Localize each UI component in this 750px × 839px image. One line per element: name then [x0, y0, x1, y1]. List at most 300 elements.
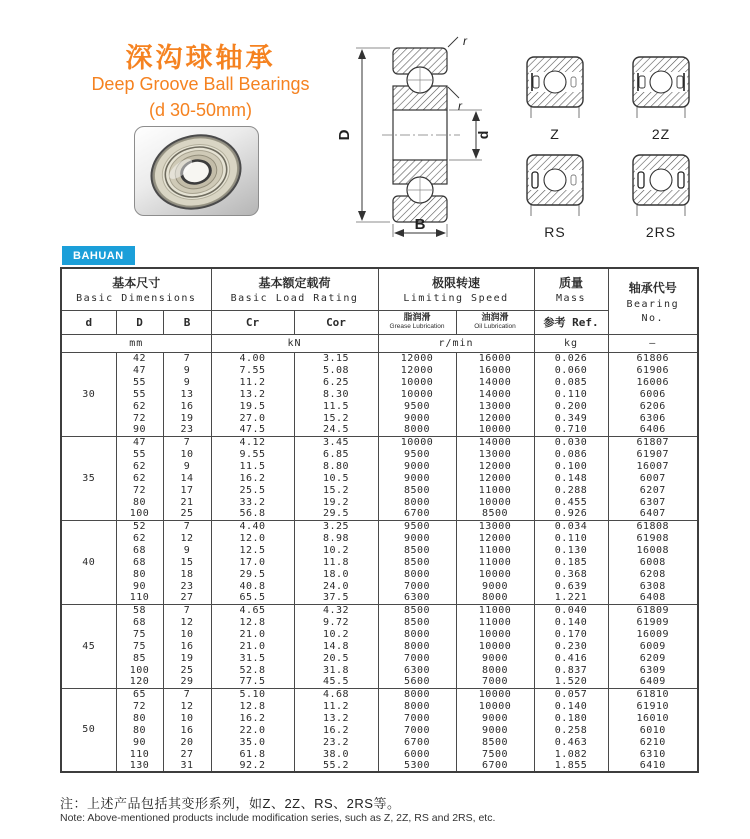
spec-cell: 11.5	[294, 400, 378, 412]
spec-cell: 37.5	[294, 592, 378, 604]
spec-cell: 1.082	[534, 748, 608, 760]
spec-cell: 6210	[608, 736, 698, 748]
spec-cell: 55	[116, 448, 163, 460]
spec-cell: 62	[116, 472, 163, 484]
footnote-en: Note: Above-mentioned products include modification series, such as Z, 2Z, RS and 2RS, etc.	[60, 812, 496, 824]
spec-cell: 4.65	[211, 604, 294, 616]
spec-cell: 10000	[456, 568, 534, 580]
spec-cell: 12.5	[211, 544, 294, 556]
spec-cell: 14000	[456, 388, 534, 400]
spec-cell: 0.086	[534, 448, 608, 460]
spec-cell: 0.110	[534, 532, 608, 544]
spec-cell: 16006	[608, 376, 698, 388]
spec-cell: 16008	[608, 544, 698, 556]
spec-cell: 4.12	[211, 436, 294, 448]
spec-cell: 20.5	[294, 652, 378, 664]
spec-cell: 12.8	[211, 700, 294, 712]
spec-cell: 16.2	[294, 724, 378, 736]
spec-cell: 92.2	[211, 760, 294, 772]
variant-rs-art	[511, 153, 599, 217]
spec-cell: 90	[116, 580, 163, 592]
spec-cell: 20	[163, 736, 211, 748]
spec-cell: 61906	[608, 364, 698, 376]
spec-cell: 10000	[456, 700, 534, 712]
spec-cell: 14000	[456, 436, 534, 448]
spec-cell: 14	[163, 472, 211, 484]
table-row	[61, 556, 698, 568]
spec-cell: 6009	[608, 640, 698, 652]
bearing-group-d30	[61, 352, 698, 436]
spec-cell: 6008	[608, 556, 698, 568]
spec-cell: 9.72	[294, 616, 378, 628]
spec-cell: 55.2	[294, 760, 378, 772]
spec-cell: 61910	[608, 700, 698, 712]
spec-cell: 6406	[608, 424, 698, 436]
spec-cell: 9000	[456, 580, 534, 592]
unit-rmin: r/min	[378, 334, 534, 352]
table-row	[61, 544, 698, 556]
spec-cell: 12	[163, 616, 211, 628]
spec-cell: 110	[116, 748, 163, 760]
spec-cell: 16010	[608, 712, 698, 724]
col-header-cor: Cor	[294, 310, 378, 334]
spec-cell: 16	[163, 640, 211, 652]
table-row	[61, 712, 698, 724]
spec-cell: 16.2	[211, 712, 294, 724]
spec-cell: 6010	[608, 724, 698, 736]
spec-cell: 8000	[378, 640, 456, 652]
unit-kg: kg	[534, 334, 608, 352]
spec-cell: 6306	[608, 412, 698, 424]
spec-cell: 17.0	[211, 556, 294, 568]
bearing-cross-section-figure	[336, 34, 508, 240]
spec-cell: 8000	[456, 592, 534, 604]
spec-cell: 19	[163, 412, 211, 424]
spec-cell: 68	[116, 616, 163, 628]
table-row	[61, 496, 698, 508]
spec-cell: 25.5	[211, 484, 294, 496]
spec-cell: 10	[163, 712, 211, 724]
spec-cell: 27	[163, 592, 211, 604]
unit-mm: mm	[61, 334, 211, 352]
spec-cell: 6206	[608, 400, 698, 412]
spec-cell: 13.2	[211, 388, 294, 400]
spec-cell: 0.140	[534, 616, 608, 628]
spec-cell: 10000	[456, 496, 534, 508]
bearing-photo-art	[135, 127, 258, 215]
table-row	[61, 700, 698, 712]
table-row	[61, 532, 698, 544]
spec-cell: 65	[116, 688, 163, 700]
unit-dash: –	[608, 334, 698, 352]
spec-cell: 0.639	[534, 580, 608, 592]
spec-cell: 12000	[378, 364, 456, 376]
spec-cell: 5.08	[294, 364, 378, 376]
spec-cell: 19	[163, 652, 211, 664]
spec-cell: 6307	[608, 496, 698, 508]
spec-cell: 85	[116, 652, 163, 664]
spec-cell: 15.2	[294, 412, 378, 424]
spec-cell: 27	[163, 748, 211, 760]
group-header-basic-dimensions: 基本尺寸 Basic Dimensions	[61, 268, 211, 310]
table-row	[61, 364, 698, 376]
spec-cell: 52	[116, 520, 163, 532]
spec-cell: 0.140	[534, 700, 608, 712]
spec-cell: 8000	[378, 424, 456, 436]
spec-cell: 10000	[378, 376, 456, 388]
spec-cell: 9500	[378, 400, 456, 412]
spec-cell: 21	[163, 496, 211, 508]
bearing-photo	[134, 126, 259, 216]
variant-2rs-art	[617, 153, 705, 217]
spec-cell: 55	[116, 376, 163, 388]
spec-cell: 0.148	[534, 472, 608, 484]
spec-cell: 47	[116, 436, 163, 448]
table-row	[61, 508, 698, 520]
spec-cell: 17	[163, 484, 211, 496]
dim-label-B: B	[414, 216, 426, 233]
spec-cell: 13000	[456, 448, 534, 460]
unit-kn: kN	[211, 334, 378, 352]
spec-cell: 0.100	[534, 460, 608, 472]
spec-cell: 6209	[608, 652, 698, 664]
spec-cell: 8000	[378, 700, 456, 712]
spec-cell: 23	[163, 580, 211, 592]
spec-cell: 62	[116, 400, 163, 412]
table-row	[61, 688, 698, 700]
spec-cell: 6407	[608, 508, 698, 520]
spec-cell: 61909	[608, 616, 698, 628]
spec-cell: 23.2	[294, 736, 378, 748]
table-row	[61, 472, 698, 484]
spec-cell: 90	[116, 424, 163, 436]
variant-figure-2z	[617, 55, 705, 142]
spec-cell: 8.30	[294, 388, 378, 400]
spec-cell: 35.0	[211, 736, 294, 748]
spec-cell: 0.110	[534, 388, 608, 400]
footnote-cn: 注：上述产品包括其变形系列，如Z、2Z、RS、2RS等。	[60, 796, 401, 811]
spec-cell: 7	[163, 436, 211, 448]
table-row	[61, 352, 698, 364]
spec-cell: 9	[163, 460, 211, 472]
spec-cell: 6300	[378, 664, 456, 676]
spec-cell: 15.2	[294, 484, 378, 496]
spec-cell: 9000	[378, 412, 456, 424]
spec-cell: 0.130	[534, 544, 608, 556]
spec-cell: 10000	[378, 388, 456, 400]
spec-cell: 6.85	[294, 448, 378, 460]
spec-cell: 16.2	[211, 472, 294, 484]
d-value-cell: 50	[61, 688, 116, 772]
spec-cell: 61907	[608, 448, 698, 460]
spec-cell: 8500	[378, 616, 456, 628]
spec-cell: 31	[163, 760, 211, 772]
spec-cell: 6700	[378, 508, 456, 520]
table-row	[61, 652, 698, 664]
spec-cell: 11000	[456, 604, 534, 616]
spec-cell: 24.5	[294, 424, 378, 436]
spec-cell: 6.25	[294, 376, 378, 388]
spec-cell: 10	[163, 628, 211, 640]
spec-cell: 0.230	[534, 640, 608, 652]
spec-cell: 8.80	[294, 460, 378, 472]
table-row	[61, 448, 698, 460]
spec-cell: 13	[163, 388, 211, 400]
table-row	[61, 616, 698, 628]
spec-cell: 0.060	[534, 364, 608, 376]
variant-label-rs: RS	[544, 224, 566, 240]
spec-cell: 65.5	[211, 592, 294, 604]
spec-cell: 9	[163, 364, 211, 376]
spec-cell: 72	[116, 412, 163, 424]
spec-cell: 6309	[608, 664, 698, 676]
table-row	[61, 676, 698, 688]
spec-cell: 4.68	[294, 688, 378, 700]
table-row	[61, 604, 698, 616]
spec-cell: 61809	[608, 604, 698, 616]
col-header-D: D	[116, 310, 163, 334]
spec-cell: 9000	[378, 472, 456, 484]
spec-cell: 10.5	[294, 472, 378, 484]
spec-cell: 75	[116, 628, 163, 640]
spec-cell: 0.030	[534, 436, 608, 448]
spec-cell: 100	[116, 664, 163, 676]
table-row	[61, 640, 698, 652]
spec-cell: 10.2	[294, 628, 378, 640]
spec-cell: 11000	[456, 556, 534, 568]
spec-cell: 9500	[378, 448, 456, 460]
spec-cell: 58	[116, 604, 163, 616]
spec-cell: 42	[116, 352, 163, 364]
spec-cell: 10	[163, 448, 211, 460]
group-header-limiting-speed: 极限转速 Limiting Speed	[378, 268, 534, 310]
spec-cell: 4.00	[211, 352, 294, 364]
spec-cell: 5300	[378, 760, 456, 772]
d-value-cell: 45	[61, 604, 116, 688]
spec-cell: 120	[116, 676, 163, 688]
table-row	[61, 580, 698, 592]
spec-cell: 1.855	[534, 760, 608, 772]
bearing-group-d50	[61, 688, 698, 772]
spec-cell: 72	[116, 700, 163, 712]
spec-cell: 6310	[608, 748, 698, 760]
group-header-basic-load-rating: 基本额定载荷 Basic Load Rating	[211, 268, 378, 310]
col-header-ref: 参考 Ref.	[534, 310, 608, 334]
spec-cell: 14000	[456, 376, 534, 388]
spec-cell: 0.349	[534, 412, 608, 424]
spec-cell: 0.057	[534, 688, 608, 700]
spec-cell: 7000	[378, 712, 456, 724]
spec-cell: 9000	[378, 532, 456, 544]
spec-cell: 9000	[456, 712, 534, 724]
spec-cell: 80	[116, 568, 163, 580]
table-row	[61, 436, 698, 448]
spec-cell: 16007	[608, 460, 698, 472]
spec-cell: 8000	[378, 496, 456, 508]
spec-cell: 110	[116, 592, 163, 604]
variant-label-z: Z	[550, 126, 560, 142]
spec-cell: 7500	[456, 748, 534, 760]
spec-cell: 10000	[456, 424, 534, 436]
spec-cell: 0.463	[534, 736, 608, 748]
spec-cell: 0.085	[534, 376, 608, 388]
spec-cell: 100	[116, 508, 163, 520]
spec-cell: 5.10	[211, 688, 294, 700]
spec-cell: 3.15	[294, 352, 378, 364]
spec-cell: 9000	[378, 460, 456, 472]
spec-cell: 11.8	[294, 556, 378, 568]
spec-cell: 9500	[378, 520, 456, 532]
spec-cell: 3.25	[294, 520, 378, 532]
col-header-B: B	[163, 310, 211, 334]
d-value-cell: 35	[61, 436, 116, 520]
spec-cell: 16009	[608, 628, 698, 640]
spec-cell: 55	[116, 388, 163, 400]
dim-label-D: D	[336, 129, 353, 141]
spec-cell: 24.0	[294, 580, 378, 592]
spec-cell: 11000	[456, 544, 534, 556]
table-row	[61, 484, 698, 496]
spec-cell: 62	[116, 460, 163, 472]
spec-cell: 38.0	[294, 748, 378, 760]
spec-cell: 13.2	[294, 712, 378, 724]
spec-cell: 61806	[608, 352, 698, 364]
spec-cell: 0.026	[534, 352, 608, 364]
d-value-cell: 40	[61, 520, 116, 604]
spec-cell: 12	[163, 700, 211, 712]
spec-cell: 6410	[608, 760, 698, 772]
spec-cell: 8000	[378, 688, 456, 700]
spec-cell: 0.180	[534, 712, 608, 724]
spec-cell: 13000	[456, 400, 534, 412]
spec-cell: 61908	[608, 532, 698, 544]
spec-cell: 23	[163, 424, 211, 436]
spec-cell: 75	[116, 640, 163, 652]
table-row	[61, 424, 698, 436]
spec-cell: 8000	[378, 628, 456, 640]
spec-cell: 9000	[456, 652, 534, 664]
spec-cell: 0.258	[534, 724, 608, 736]
table-row	[61, 628, 698, 640]
brand-tab: BAHUAN	[62, 246, 135, 265]
table-row	[61, 412, 698, 424]
spec-cell: 6000	[378, 748, 456, 760]
spec-cell: 12.0	[211, 532, 294, 544]
spec-cell: 0.455	[534, 496, 608, 508]
spec-cell: 62	[116, 532, 163, 544]
table-row	[61, 592, 698, 604]
spec-cell: 0.034	[534, 520, 608, 532]
bearing-spec-table	[60, 267, 699, 773]
spec-cell: 80	[116, 712, 163, 724]
spec-cell: 61.8	[211, 748, 294, 760]
spec-cell: 19.5	[211, 400, 294, 412]
spec-cell: 31.8	[294, 664, 378, 676]
spec-cell: 27.0	[211, 412, 294, 424]
spec-cell: 6207	[608, 484, 698, 496]
spec-cell: 9.55	[211, 448, 294, 460]
spec-cell: 16000	[456, 364, 534, 376]
spec-cell: 16000	[456, 352, 534, 364]
spec-cell: 6408	[608, 592, 698, 604]
dim-label-r-inner: r	[458, 99, 462, 113]
group-header-bearing-no: 轴承代号 Bearing No.	[608, 268, 698, 334]
spec-cell: 18.0	[294, 568, 378, 580]
spec-cell: 29.5	[211, 568, 294, 580]
spec-cell: 29	[163, 676, 211, 688]
spec-cell: 0.837	[534, 664, 608, 676]
spec-cell: 16	[163, 400, 211, 412]
page-title-en: Deep Groove Ball Bearings	[91, 74, 310, 94]
spec-cell: 90	[116, 736, 163, 748]
spec-cell: 0.170	[534, 628, 608, 640]
col-header-cr: Cr	[211, 310, 294, 334]
spec-cell: 47.5	[211, 424, 294, 436]
spec-cell: 11.5	[211, 460, 294, 472]
spec-cell: 29.5	[294, 508, 378, 520]
spec-cell: 8500	[378, 604, 456, 616]
spec-cell: 7000	[378, 580, 456, 592]
spec-cell: 12000	[456, 412, 534, 424]
spec-cell: 68	[116, 544, 163, 556]
spec-cell: 6409	[608, 676, 698, 688]
table-row	[61, 400, 698, 412]
spec-cell: 25	[163, 508, 211, 520]
spec-cell: 6208	[608, 568, 698, 580]
table-row	[61, 664, 698, 676]
spec-cell: 15	[163, 556, 211, 568]
spec-cell: 19.2	[294, 496, 378, 508]
spec-cell: 21.0	[211, 640, 294, 652]
spec-cell: 6700	[456, 760, 534, 772]
spec-cell: 7	[163, 604, 211, 616]
table-row	[61, 388, 698, 400]
spec-cell: 52.8	[211, 664, 294, 676]
spec-cell: 10.2	[294, 544, 378, 556]
spec-cell: 61808	[608, 520, 698, 532]
col-header-oil: 油润滑 Oil Lubrication	[456, 310, 534, 334]
spec-cell: 7000	[378, 724, 456, 736]
spec-cell: 10000	[456, 640, 534, 652]
variant-figure-rs	[511, 153, 599, 240]
spec-cell: 11.2	[211, 376, 294, 388]
spec-cell: 12000	[456, 532, 534, 544]
spec-cell: 7000	[378, 652, 456, 664]
spec-cell: 1.221	[534, 592, 608, 604]
spec-cell: 14.8	[294, 640, 378, 652]
spec-cell: 7.55	[211, 364, 294, 376]
spec-cell: 22.0	[211, 724, 294, 736]
spec-cell: 16	[163, 724, 211, 736]
col-header-grease: 脂润滑 Grease Lubrication	[378, 310, 456, 334]
spec-cell: 47	[116, 364, 163, 376]
group-header-mass: 质量 Mass	[534, 268, 608, 310]
spec-cell: 61807	[608, 436, 698, 448]
variant-label-2z: 2Z	[651, 126, 671, 142]
table-row	[61, 724, 698, 736]
table-row	[61, 736, 698, 748]
variant-figure-z	[511, 55, 599, 142]
spec-cell: 61810	[608, 688, 698, 700]
spec-cell: 18	[163, 568, 211, 580]
spec-cell: 0.040	[534, 604, 608, 616]
spec-cell: 6300	[378, 592, 456, 604]
table-row	[61, 568, 698, 580]
spec-cell: 4.32	[294, 604, 378, 616]
spec-cell: 8500	[456, 736, 534, 748]
spec-cell: 7	[163, 520, 211, 532]
spec-cell: 6006	[608, 388, 698, 400]
